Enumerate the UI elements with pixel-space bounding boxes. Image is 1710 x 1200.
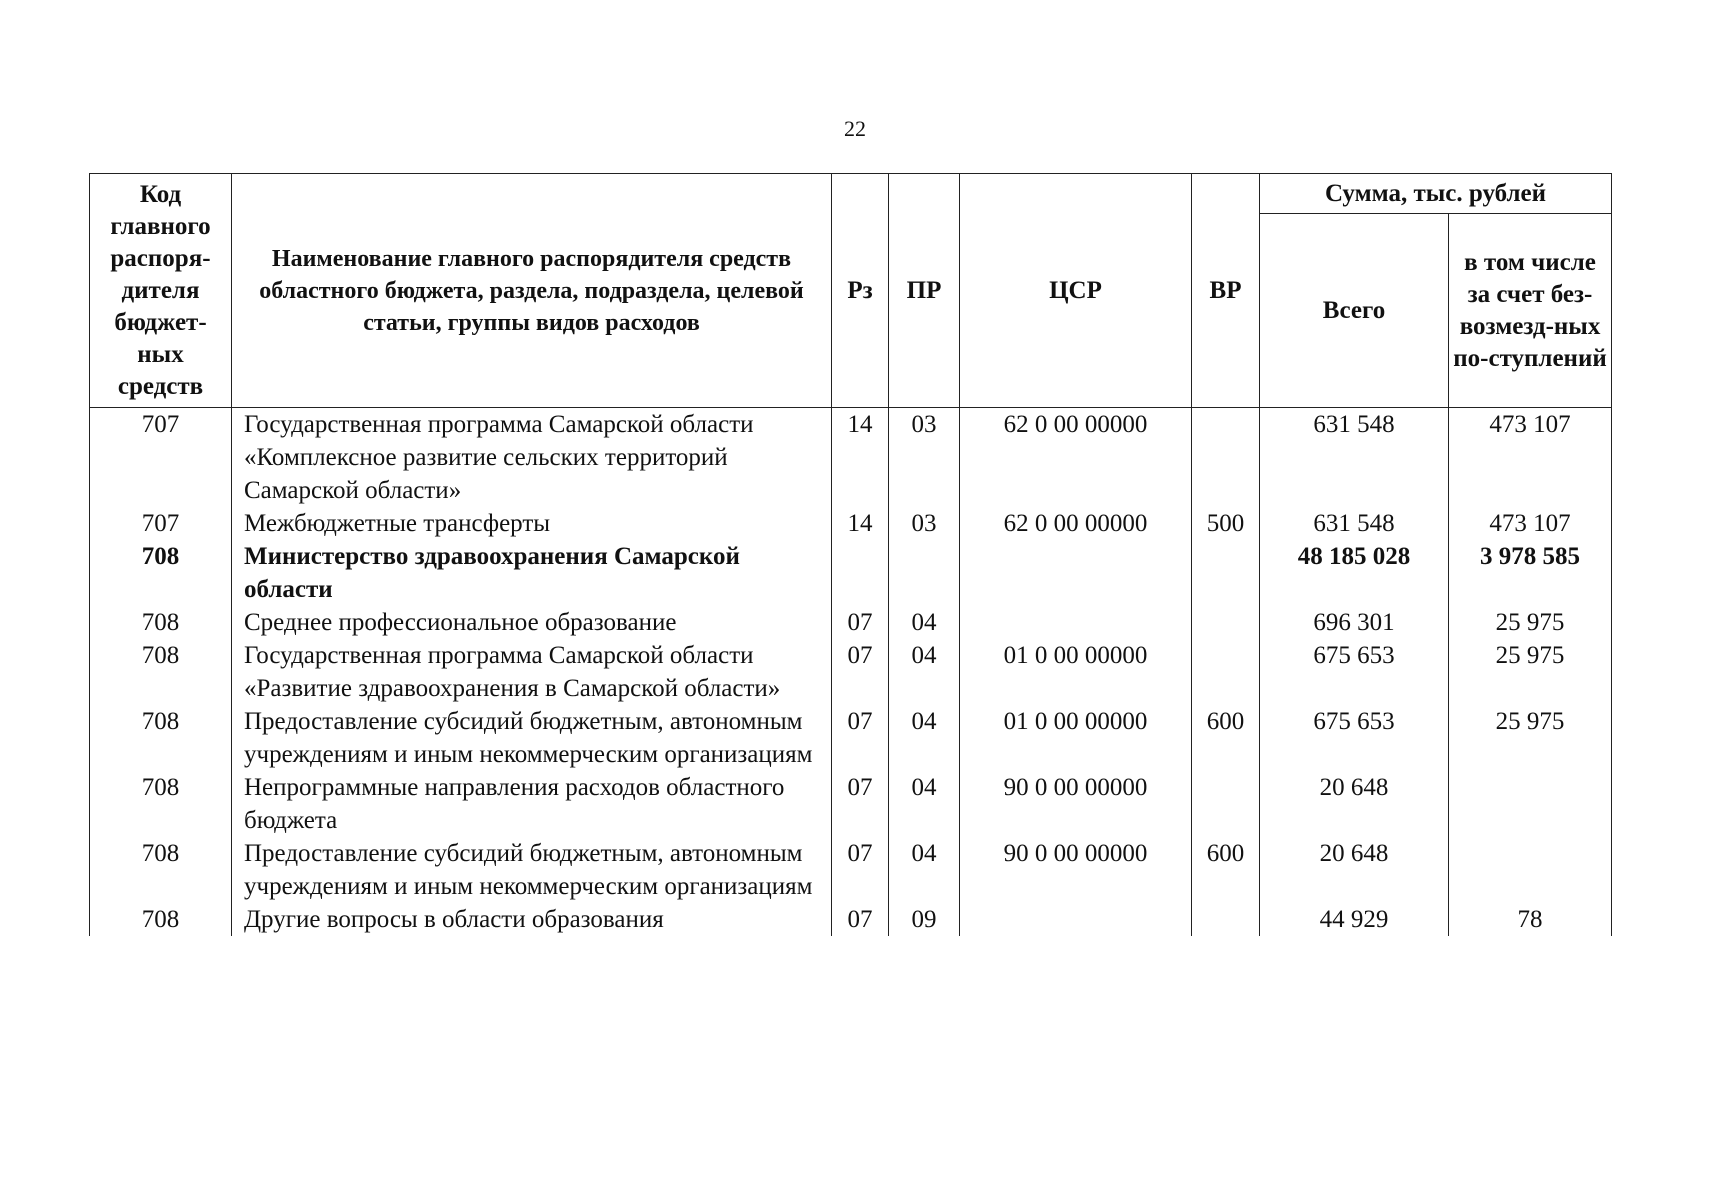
- header-rz: Рз: [832, 174, 889, 408]
- cell-rz: 14: [832, 507, 889, 540]
- cell-name: Государственная программа Самарской области «Развитие здравоохранения в Самарской области»: [232, 639, 832, 705]
- cell-rz: 07: [832, 606, 889, 639]
- cell-incl: 25 975: [1449, 705, 1612, 771]
- cell-pr: 04: [889, 639, 960, 705]
- table-row: [90, 837, 1612, 903]
- cell-total: 48 185 028: [1260, 540, 1449, 606]
- cell-incl: [1449, 837, 1612, 903]
- cell-code: 707: [90, 408, 232, 508]
- cell-name: Другие вопросы в области образования: [232, 903, 832, 936]
- cell-name: Предоставление субсидий бюджетным, автономным учреждениям и иным некоммерческим организациям: [232, 705, 832, 771]
- cell-pr: 04: [889, 705, 960, 771]
- cell-csr: 62 0 00 00000: [960, 507, 1192, 540]
- cell-total: 696 301: [1260, 606, 1449, 639]
- cell-name: Предоставление субсидий бюджетным, автономным учреждениям и иным некоммерческим организациям: [232, 837, 832, 903]
- cell-vr: 600: [1192, 837, 1260, 903]
- cell-name: Государственная программа Самарской области «Комплексное развитие сельских территорий Самарской области»: [232, 408, 832, 508]
- cell-code: 708: [90, 837, 232, 903]
- cell-csr: [960, 606, 1192, 639]
- cell-pr: 04: [889, 837, 960, 903]
- cell-incl: 473 107: [1449, 507, 1612, 540]
- header-name: Наименование главного распорядителя средств областного бюджета, раздела, подраздела, целевой статьи, группы видов расходов: [232, 174, 832, 408]
- cell-csr: 01 0 00 00000: [960, 705, 1192, 771]
- cell-code: 708: [90, 540, 232, 606]
- cell-rz: 07: [832, 903, 889, 936]
- cell-code: 708: [90, 606, 232, 639]
- table-row: [90, 903, 1612, 936]
- cell-csr: [960, 540, 1192, 606]
- cell-rz: 07: [832, 639, 889, 705]
- cell-total: 675 653: [1260, 705, 1449, 771]
- header-csr: ЦСР: [960, 174, 1192, 408]
- cell-incl: 25 975: [1449, 639, 1612, 705]
- cell-pr: 09: [889, 903, 960, 936]
- cell-vr: 600: [1192, 705, 1260, 771]
- cell-rz: 07: [832, 837, 889, 903]
- budget-table: [89, 173, 1612, 936]
- cell-pr: 03: [889, 507, 960, 540]
- table-row: [90, 540, 1612, 606]
- cell-vr: [1192, 903, 1260, 936]
- table-row: [90, 771, 1612, 837]
- header-sum: Сумма, тыс. рублей: [1260, 174, 1612, 214]
- cell-incl: 25 975: [1449, 606, 1612, 639]
- cell-csr: 90 0 00 00000: [960, 837, 1192, 903]
- cell-code: 708: [90, 705, 232, 771]
- cell-rz: 07: [832, 705, 889, 771]
- header-vr: ВР: [1192, 174, 1260, 408]
- cell-vr: 500: [1192, 507, 1260, 540]
- table-row: [90, 507, 1612, 540]
- cell-csr: [960, 903, 1192, 936]
- cell-name: Непрограммные направления расходов областного бюджета: [232, 771, 832, 837]
- cell-total: 675 653: [1260, 639, 1449, 705]
- cell-pr: 04: [889, 606, 960, 639]
- cell-incl: 473 107: [1449, 408, 1612, 508]
- cell-rz: [832, 540, 889, 606]
- cell-csr: 62 0 00 00000: [960, 408, 1192, 508]
- cell-rz: 14: [832, 408, 889, 508]
- table-body: [90, 408, 1612, 937]
- cell-total: 20 648: [1260, 771, 1449, 837]
- cell-csr: 90 0 00 00000: [960, 771, 1192, 837]
- cell-vr: [1192, 408, 1260, 508]
- cell-name: Межбюджетные трансферты: [232, 507, 832, 540]
- table-row: [90, 639, 1612, 705]
- cell-pr: [889, 540, 960, 606]
- cell-code: 708: [90, 771, 232, 837]
- cell-total: 631 548: [1260, 507, 1449, 540]
- cell-pr: 04: [889, 771, 960, 837]
- cell-code: 708: [90, 639, 232, 705]
- cell-code: 707: [90, 507, 232, 540]
- cell-vr: [1192, 540, 1260, 606]
- table-row: [90, 705, 1612, 771]
- page-number: 22: [844, 116, 866, 141]
- cell-name: Среднее профессиональное образование: [232, 606, 832, 639]
- cell-pr: 03: [889, 408, 960, 508]
- cell-vr: [1192, 606, 1260, 639]
- header-incl: в том числе за счет без-возмезд-ных по-ступлений: [1449, 214, 1612, 408]
- header-pr: ПР: [889, 174, 960, 408]
- cell-incl: 3 978 585: [1449, 540, 1612, 606]
- table-row: [90, 606, 1612, 639]
- cell-rz: 07: [832, 771, 889, 837]
- header-code: Код главного распоря-дителя бюджет-ных средств: [90, 174, 232, 408]
- cell-incl: [1449, 771, 1612, 837]
- cell-name: Министерство здравоохранения Самарской области: [232, 540, 832, 606]
- cell-vr: [1192, 771, 1260, 837]
- table-row: [90, 408, 1612, 508]
- cell-total: 44 929: [1260, 903, 1449, 936]
- cell-total: 20 648: [1260, 837, 1449, 903]
- cell-incl: 78: [1449, 903, 1612, 936]
- cell-vr: [1192, 639, 1260, 705]
- cell-csr: 01 0 00 00000: [960, 639, 1192, 705]
- cell-code: 708: [90, 903, 232, 936]
- header-total: Всего: [1260, 214, 1449, 408]
- cell-total: 631 548: [1260, 408, 1449, 508]
